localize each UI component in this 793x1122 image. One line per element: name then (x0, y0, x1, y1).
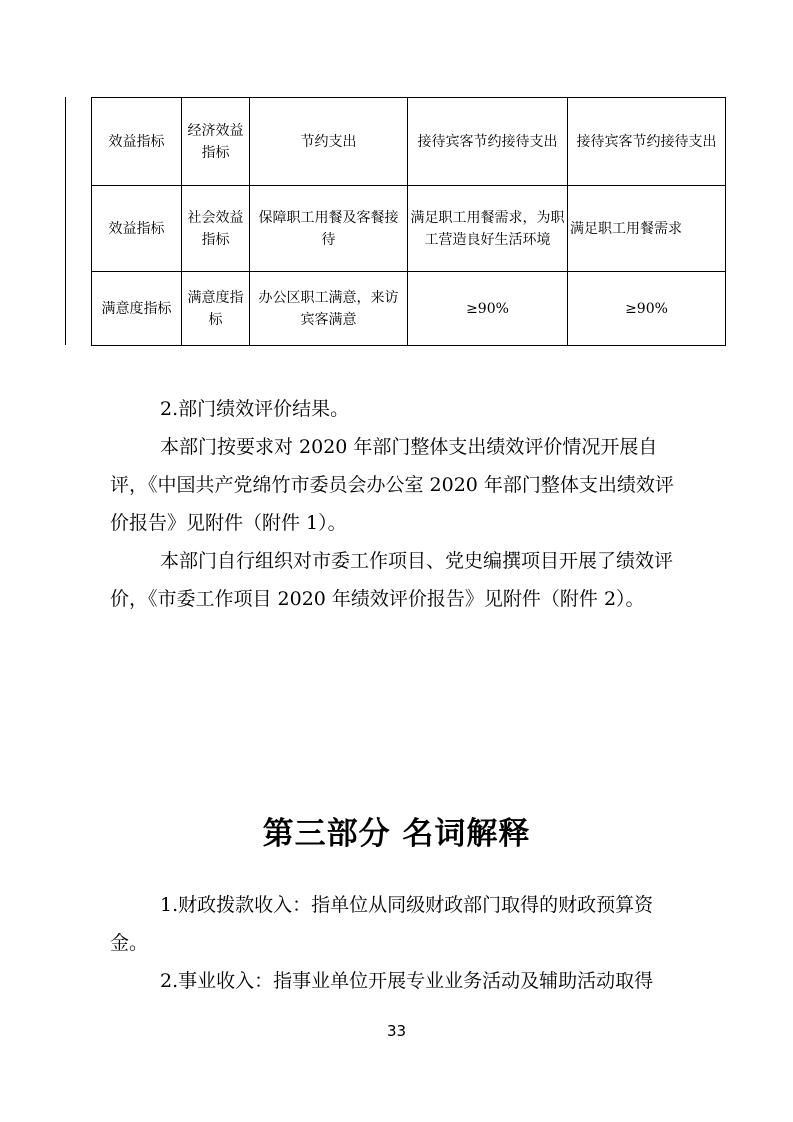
table-cell: 效益指标 (92, 98, 182, 186)
table-left-border (65, 97, 66, 345)
table-cell: 满意度指标 (92, 272, 182, 346)
table-row (92, 186, 726, 272)
paragraph: 2.事业收入：指事业单位开展专业业务活动及辅助活动取得 (160, 970, 654, 992)
table-cell: 接待宾客节约接待支出 (568, 98, 726, 186)
section-title: 第三部分 名词解释 (262, 816, 531, 852)
page-number: 33 (386, 1022, 407, 1040)
table-cell: 经济效益指标 (182, 98, 250, 186)
table-cell: ≥90% (568, 272, 726, 346)
table-row (92, 272, 726, 346)
table-cell: 接待宾客节约接待支出 (408, 98, 568, 186)
table-row (92, 98, 726, 186)
table-cell: 满足职工用餐需求 (568, 186, 726, 272)
table-cell: ≥90% (408, 272, 568, 346)
paragraph: 本部门按要求对 2020 年部门整体支出绩效评价情况开展自评，《中国共产党绵竹市委员会办公室 2020 年部门整体支出绩效评价报告》见附件（附件 1）。 (110, 436, 674, 534)
table-cell: 保障职工用餐及客餐接待 (250, 186, 408, 272)
table-cell: 社会效益指标 (182, 186, 250, 272)
table-cell: 节约支出 (250, 98, 408, 186)
paragraph: 1.财政拨款收入：指单位从同级财政部门取得的财政预算资金。 (110, 894, 654, 954)
performance-indicator-table (91, 97, 726, 346)
table-cell: 办公区职工满意，来访宾客满意 (250, 272, 408, 346)
paragraph: 本部门自行组织对市委工作项目、党史编撰项目开展了绩效评价，《市委工作项目 2020 年绩效评价报告》见附件（附件 2）。 (110, 550, 674, 610)
table-cell: 满足职工用餐需求，为职工营造良好生活环境 (408, 186, 568, 272)
paragraph-heading: 2.部门绩效评价结果。 (160, 398, 350, 420)
table-cell: 满意度指标 (182, 272, 250, 346)
table-cell: 效益指标 (92, 186, 182, 272)
